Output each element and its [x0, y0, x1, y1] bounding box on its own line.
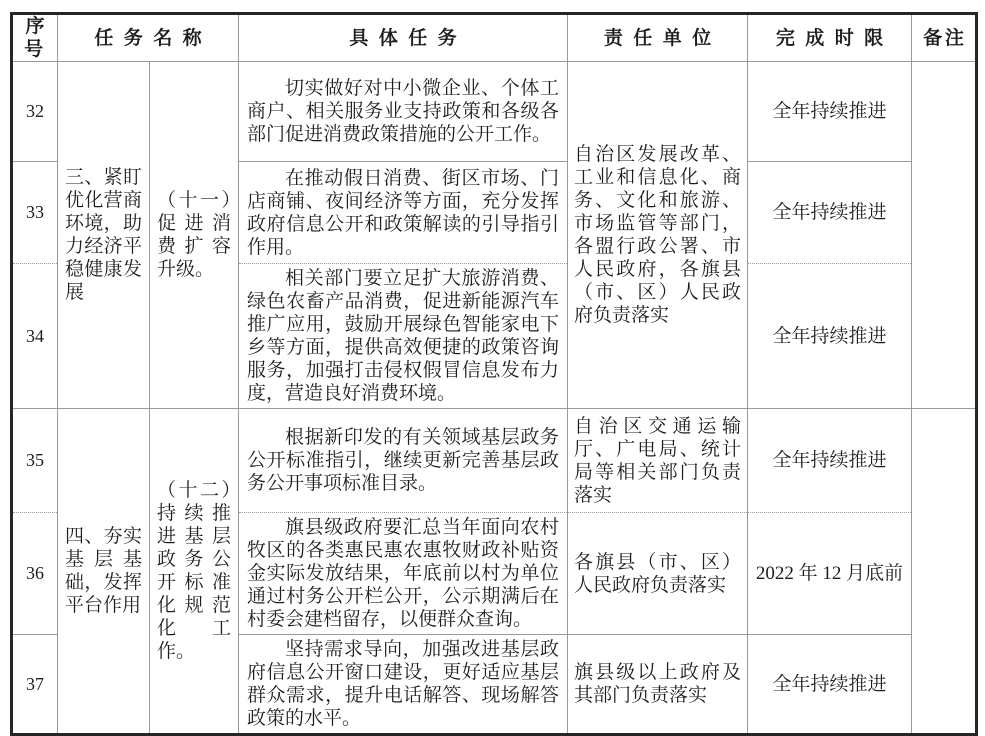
- subtask-cell-group2: （十二）持续推进基层政务公开标准化规范化工作。: [150, 409, 239, 735]
- unit-cell-36: 各旗县（市、区）人民政府负责落实: [568, 513, 748, 635]
- deadline-cell-33: 全年持续推进: [748, 162, 912, 264]
- seq-cell-34: 34: [12, 264, 58, 409]
- task-cell-34: 相关部门要立足扩大旅游消费、绿色农畜产品消费，促进新能源汽车推广应用，鼓励开展绿色智能家电下乡等方面，提供高效便捷的政策咨询服务，加强打击侵权假冒信息发布力度，营造良好消费环境。: [239, 264, 568, 409]
- deadline-cell-35: 全年持续推进: [748, 409, 912, 513]
- column-header-specific-task: 具体任务: [239, 14, 568, 62]
- task-cell-33: 在推动假日消费、街区市场、门店商铺、夜间经济等方面，充分发挥政府信息公开和政策解读的引导指引作用。: [239, 162, 568, 264]
- category-cell-group2: 四、夯实基层基础，发挥平台作用: [58, 409, 150, 735]
- table-row: [12, 409, 977, 513]
- remarks-cell-group1: [912, 62, 977, 409]
- seq-cell-37: 37: [12, 635, 58, 735]
- seq-cell-36: 36: [12, 513, 58, 635]
- column-header-responsible-unit: 责任单位: [568, 14, 748, 62]
- unit-cell-37: 旗县级以上政府及其部门负责落实: [568, 635, 748, 735]
- task-cell-35: 根据新印发的有关领域基层政务公开标准指引，继续更新完善基层政务公开事项标准目录。: [239, 409, 568, 513]
- column-header-task-name: 任务名称: [58, 14, 239, 62]
- seq-cell-33: 33: [12, 162, 58, 264]
- deadline-cell-34: 全年持续推进: [748, 264, 912, 409]
- column-header-seq: 序号: [12, 14, 58, 62]
- seq-cell-32: 32: [12, 62, 58, 162]
- unit-cell-group1: 自治区发展改革、工业和信息化、商务、文化和旅游、市场监管等部门，各盟行政公署、市人民政府，各旗县（市、区）人民政府负责落实: [568, 62, 748, 409]
- column-header-deadline: 完成时限: [748, 14, 912, 62]
- task-table: [10, 12, 978, 736]
- deadline-cell-36: 2022 年 12 月底前: [748, 513, 912, 635]
- seq-cell-35: 35: [12, 409, 58, 513]
- remarks-cell-group2: [912, 409, 977, 735]
- category-cell-group1: 三、紧盯优化营商环境，助力经济平稳健康发展: [58, 62, 150, 409]
- task-cell-37: 坚持需求导向，加强改进基层政府信息公开窗口建设，更好适应基层群众需求，提升电话解答、现场解答政策的水平。: [239, 635, 568, 735]
- deadline-cell-37: 全年持续推进: [748, 635, 912, 735]
- table-row: [12, 62, 977, 162]
- column-header-remarks: 备注: [912, 14, 977, 62]
- deadline-cell-32: 全年持续推进: [748, 62, 912, 162]
- unit-cell-35: 自治区交通运输厅、广电局、统计局等相关部门负责落实: [568, 409, 748, 513]
- task-cell-36: 旗县级政府要汇总当年面向农村牧区的各类惠民惠农惠牧财政补贴资金实际发放结果，年底前以村为单位通过村务公开栏公开，公示期满后在村委会建档留存，以便群众查询。: [239, 513, 568, 635]
- task-cell-32: 切实做好对中小微企业、个体工商户、相关服务业支持政策和各级各部门促进消费政策措施的公开工作。: [239, 62, 568, 162]
- subtask-cell-group1: （十一）促进消费扩容升级。: [150, 62, 239, 409]
- header-row: [12, 14, 977, 62]
